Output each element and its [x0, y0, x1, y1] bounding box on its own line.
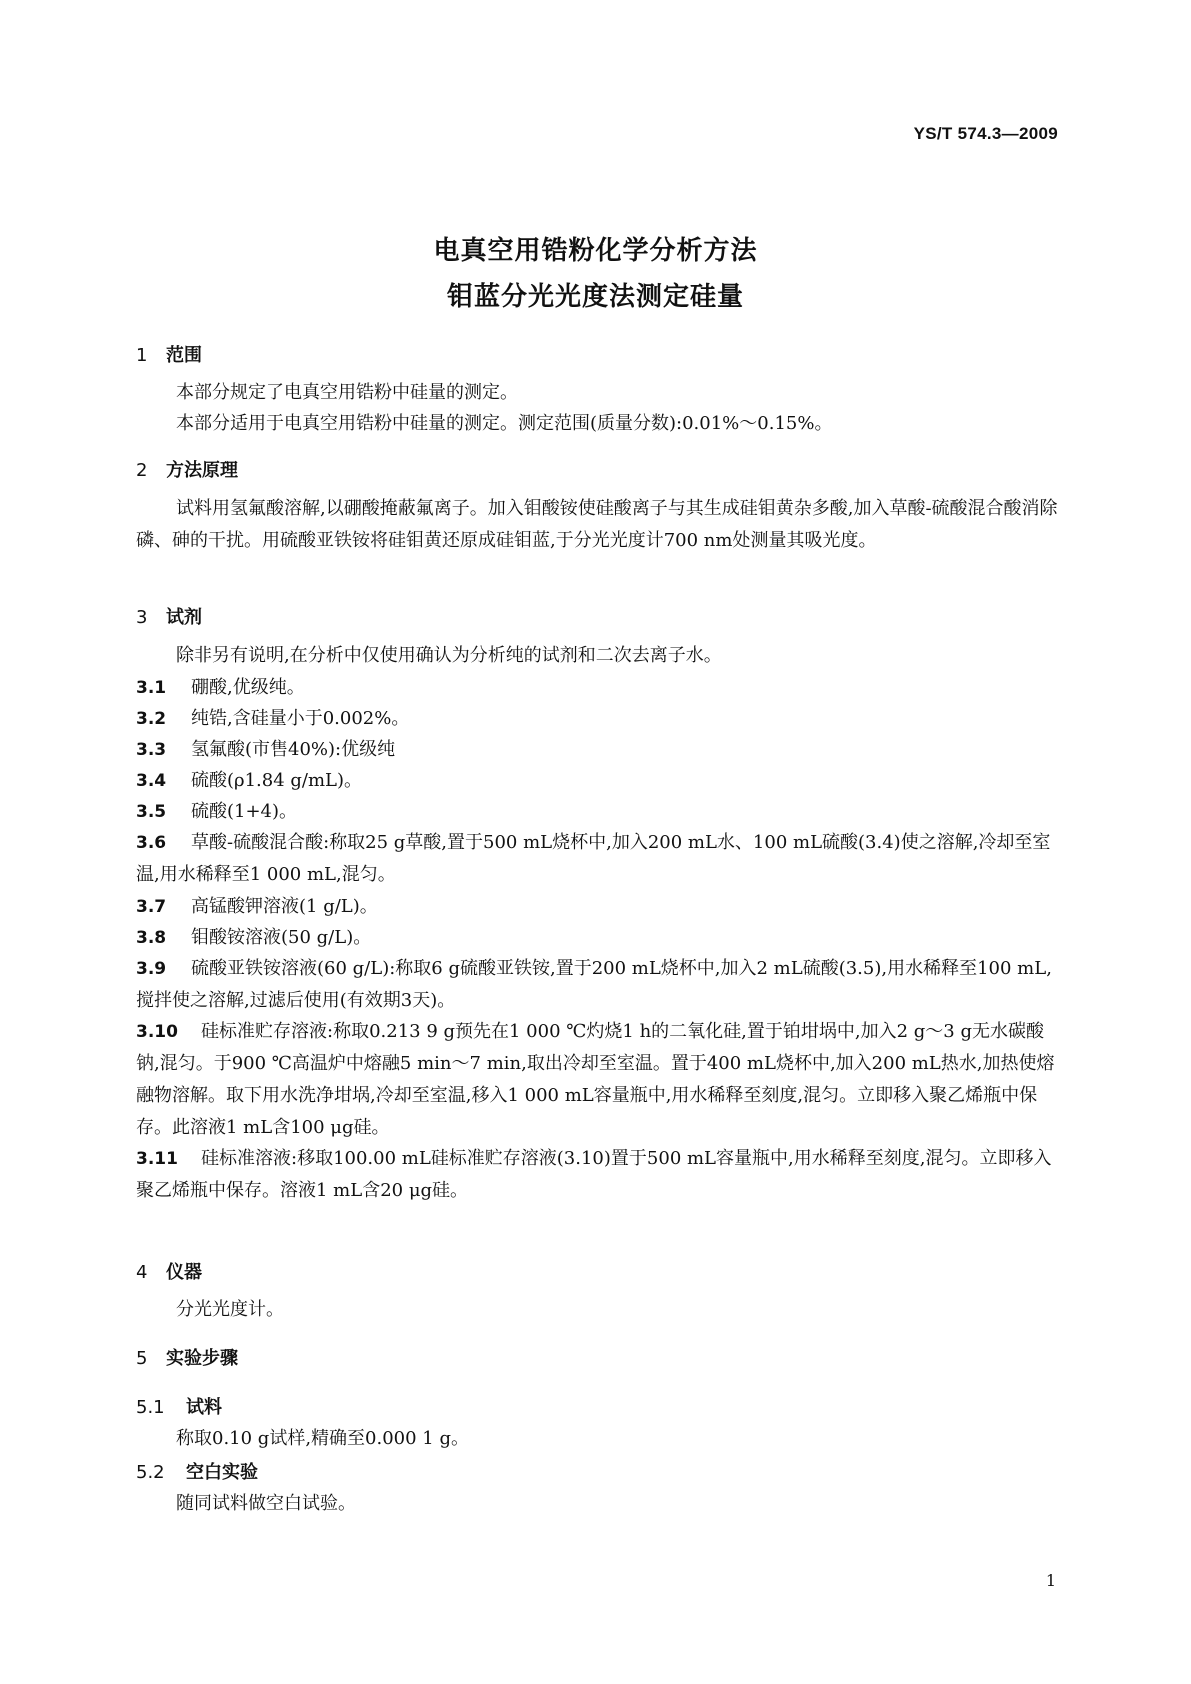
paragraph: 试料用氢氟酸溶解,以硼酸掩蔽氟离子。加入钼酸铵使硅酸离子与其生成硅钼黄杂多酸,加入草酸-硫酸混合酸消除磷、砷的干扰。用硫酸亚铁铵将硅钼黄还原成硅钼蓝,于分光光度计700 nm处测量其吸光度。 — [136, 498, 1058, 551]
item-number: 3.11 — [136, 1149, 178, 1169]
subsection-heading-blank — [136, 1458, 258, 1484]
section-number: 2 — [136, 460, 148, 481]
section-number: 4 — [136, 1262, 148, 1283]
section-title: 试剂 — [166, 607, 202, 628]
item-number: 3.10 — [136, 1022, 178, 1042]
paragraph: 本部分适用于电真空用锆粉中硅量的测定。测定范围(质量分数):0.01%～0.15%。 — [176, 413, 833, 434]
list-item — [136, 672, 1058, 704]
item-number: 3.8 — [136, 928, 167, 948]
item-text: 硫酸(ρ1.84 g/mL)。 — [191, 770, 363, 791]
item-text: 高锰酸钾溶液(1 g/L)。 — [191, 896, 378, 917]
item-number: 3.7 — [136, 897, 167, 917]
paragraph: 随同试料做空白试验。 — [176, 1493, 356, 1514]
item-text: 钼酸铵溶液(50 g/L)。 — [191, 927, 372, 948]
subsection-title: 空白实验 — [186, 1462, 258, 1483]
item-text: 纯锆,含硅量小于0.002%。 — [191, 708, 410, 729]
list-item — [136, 827, 1058, 891]
item-text: 氢氟酸(市售40%):优级纯 — [191, 739, 396, 760]
item-number: 3.9 — [136, 959, 167, 979]
item-number: 3.5 — [136, 802, 167, 822]
item-number: 3.3 — [136, 740, 167, 760]
item-text: 草酸-硫酸混合酸:称取25 g草酸,置于500 mL烧杯中,加入200 mL水、100 mL硫酸(3.4)使之溶解,冷却至室温,用水稀释至1 000 mL,混匀。 — [136, 832, 1051, 885]
section-heading-scope — [136, 341, 202, 367]
section-title: 范围 — [166, 345, 202, 366]
section-number: 1 — [136, 345, 148, 366]
list-item — [136, 734, 1058, 766]
section-heading-apparatus — [136, 1258, 202, 1284]
list-item — [136, 891, 1058, 923]
list-item — [136, 1016, 1058, 1144]
page-number: 1 — [1045, 1571, 1056, 1590]
item-number: 3.6 — [136, 833, 167, 853]
section-heading-procedure — [136, 1344, 238, 1370]
item-number: 3.4 — [136, 771, 167, 791]
item-text: 硫酸(1+4)。 — [191, 801, 298, 822]
subsection-heading-sample — [136, 1393, 222, 1419]
item-text: 硅标准溶液:移取100.00 mL硅标准贮存溶液(3.10)置于500 mL容量瓶中,用水稀释至刻度,混匀。立即移入聚乙烯瓶中保存。溶液1 mL含20 μg硅。 — [136, 1148, 1052, 1201]
section-title: 仪器 — [166, 1262, 202, 1283]
document-title-line1: 电真空用锆粉化学分析方法 — [433, 236, 758, 266]
item-number: 3.1 — [136, 678, 167, 698]
section-title: 方法原理 — [166, 460, 238, 481]
item-text: 硼酸,优级纯。 — [191, 677, 305, 698]
paragraph: 称取0.10 g试样,精确至0.000 1 g。 — [176, 1428, 469, 1449]
section-number: 3 — [136, 607, 148, 628]
item-text: 硅标准贮存溶液:称取0.213 9 g预先在1 000 ℃灼烧1 h的二氧化硅,置于铂坩埚中,加入2 g～3 g无水碳酸钠,混匀。于900 ℃高温炉中熔融5 min～7 min,取出冷却至室温。置于400 mL烧杯中,加入200 mL热水,加热使熔融物溶解。取下用水洗净坩埚,冷却至室温,移入1 000 mL容量瓶中,用水稀释至刻度,混匀。立即移入聚乙烯瓶中保存。此溶液1 mL含100 μg硅。 — [136, 1021, 1055, 1138]
section-heading-principle — [136, 456, 238, 482]
list-item — [136, 765, 1058, 797]
subsection-title: 试料 — [186, 1397, 222, 1418]
section-title: 实验步骤 — [166, 1348, 238, 1369]
paragraph: 分光光度计。 — [176, 1299, 284, 1320]
section-number: 5 — [136, 1348, 148, 1369]
standard-code: YS/T 574.3—2009 — [913, 124, 1058, 143]
list-item — [136, 703, 1058, 735]
item-number: 3.2 — [136, 709, 167, 729]
document-title-line2: 钼蓝分光光度法测定硅量 — [446, 282, 744, 312]
list-item — [136, 953, 1058, 1017]
list-item — [136, 922, 1058, 954]
list-item — [136, 796, 1058, 828]
paragraph: 除非另有说明,在分析中仅使用确认为分析纯的试剂和二次去离子水。 — [176, 645, 722, 666]
subsection-number: 5.2 — [136, 1462, 165, 1483]
paragraph: 本部分规定了电真空用锆粉中硅量的测定。 — [176, 382, 518, 403]
list-item — [136, 1143, 1058, 1207]
item-text: 硫酸亚铁铵溶液(60 g/L):称取6 g硫酸亚铁铵,置于200 mL烧杯中,加入2 mL硫酸(3.5),用水稀释至100 mL,搅拌使之溶解,过滤后使用(有效期3天)。 — [136, 958, 1052, 1011]
section-heading-reagents — [136, 603, 202, 629]
subsection-number: 5.1 — [136, 1397, 165, 1418]
